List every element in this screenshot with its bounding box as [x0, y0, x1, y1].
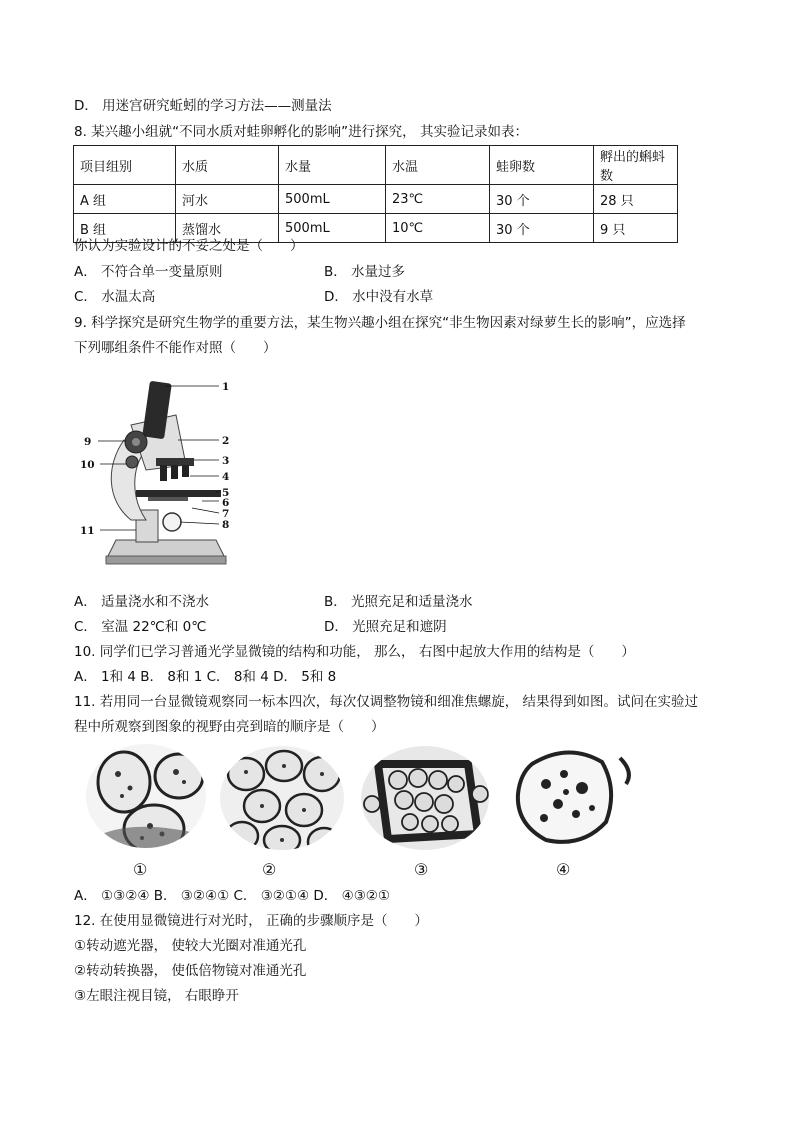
q9-option-d: D． 光照充足和遮阴 — [324, 619, 447, 635]
cell-view-3-image — [358, 744, 492, 854]
q8-question: 你认为实验设计的不妥之处是（ ） — [74, 238, 304, 254]
q12-step-2: ②转动转换器， 使低倍物镜对准通光孔 — [74, 963, 307, 979]
cell-view-2-image — [218, 744, 346, 854]
table-cell: 9 只 — [594, 214, 678, 243]
microscope-label-6: 6 — [222, 497, 230, 509]
microscope-label-1: 1 — [222, 381, 230, 393]
table-header-cell: 孵出的蝌蚪数 — [594, 146, 678, 185]
table-header-cell: 蛙卵数 — [490, 146, 594, 185]
cell-view-1-image — [84, 744, 208, 854]
microscope-label-10: 10 — [80, 459, 95, 471]
table-header-cell: 水量 — [279, 146, 386, 185]
q8-option-d: D． 水中没有水草 — [324, 289, 434, 305]
q9-option-c: C． 室温 22℃和 0℃ — [74, 619, 207, 635]
microscope-label-9: 9 — [84, 436, 92, 448]
table-header-cell: 水温 — [386, 146, 490, 185]
table-cell: 30 个 — [490, 214, 594, 243]
table-row — [74, 185, 678, 214]
table-cell: 23℃ — [386, 185, 490, 214]
table-cell: 500mL — [279, 214, 386, 243]
table-cell: A 组 — [74, 185, 176, 214]
cell-view-3-label: ③ — [414, 860, 429, 879]
q8-experiment-table — [73, 145, 678, 243]
q10-options: A． 1和 4 B． 8和 1 C． 8和 4 D． 5和 8 — [74, 669, 337, 685]
q9-option-a: A． 适量浇水和不浇水 — [74, 594, 210, 610]
q8-option-c: C． 水温太高 — [74, 289, 156, 305]
microscope-label-4: 4 — [222, 471, 230, 483]
table-header-cell: 水质 — [176, 146, 279, 185]
cell-view-1-label: ① — [133, 860, 148, 879]
microscope-diagram — [76, 370, 256, 575]
q11-stem-line1: 11. 若用同一台显微镜观察同一标本四次，每次仅调整物镜和细准焦螺旋， 结果得到如图。试问在实验过 — [74, 694, 699, 710]
table-cell: 500mL — [279, 185, 386, 214]
cell-view-4-label: ④ — [556, 860, 571, 879]
q8-stem: 8. 某兴趣小组就“不同水质对蛙卵孵化的影响”进行探究， 其实验记录如表： — [74, 124, 528, 140]
q12-stem: 12. 在使用显微镜进行对光时， 正确的步骤顺序是（ ） — [74, 913, 429, 929]
microscope-label-5: 5 — [222, 487, 230, 499]
q9-stem-line2: 下列哪组条件不能作对照（ ） — [74, 340, 277, 356]
q11-stem-line2: 程中所观察到图象的视野由亮到暗的顺序是（ ） — [74, 719, 385, 735]
table-cell: 30 个 — [490, 185, 594, 214]
microscope-label-8: 8 — [222, 519, 230, 531]
cell-view-4-image — [502, 744, 638, 854]
table-cell: B 组 — [74, 214, 176, 243]
q12-step-1: ①转动遮光器， 使较大光圈对准通光孔 — [74, 938, 307, 954]
microscope-label-7: 7 — [222, 508, 230, 520]
table-header-cell: 项目组别 — [74, 146, 176, 185]
q10-stem: 10. 同学们已学习普通光学显微镜的结构和功能， 那么， 右图中起放大作用的结构是（ ） — [74, 644, 635, 660]
cell-view-2-label: ② — [262, 860, 277, 879]
q7-option-d: D． 用迷宫研究蚯蚓的学习方法——测量法 — [74, 98, 332, 114]
table-cell: 10℃ — [386, 214, 490, 243]
q11-options: A． ①③②④ B． ③②④① C． ③②①④ D． ④③②① — [74, 888, 390, 904]
table-cell: 蒸馏水 — [176, 214, 279, 243]
microscope-label-2: 2 — [222, 435, 230, 447]
q8-option-b: B． 水量过多 — [324, 264, 406, 280]
q12-step-3: ③左眼注视目镜， 右眼睁开 — [74, 988, 239, 1004]
table-cell: 河水 — [176, 185, 279, 214]
table-cell: 28 只 — [594, 185, 678, 214]
q8-option-a: A． 不符合单一变量原则 — [74, 264, 223, 280]
microscope-label-3: 3 — [222, 455, 230, 467]
microscope-label-11: 11 — [80, 525, 95, 537]
q9-stem-line1: 9. 科学探究是研究生物学的重要方法，某生物兴趣小组在探究“非生物因素对绿萝生长的影响”，应选择 — [74, 315, 686, 331]
q9-option-b: B． 光照充足和适量浇水 — [324, 594, 473, 610]
table-header-row — [74, 146, 678, 185]
